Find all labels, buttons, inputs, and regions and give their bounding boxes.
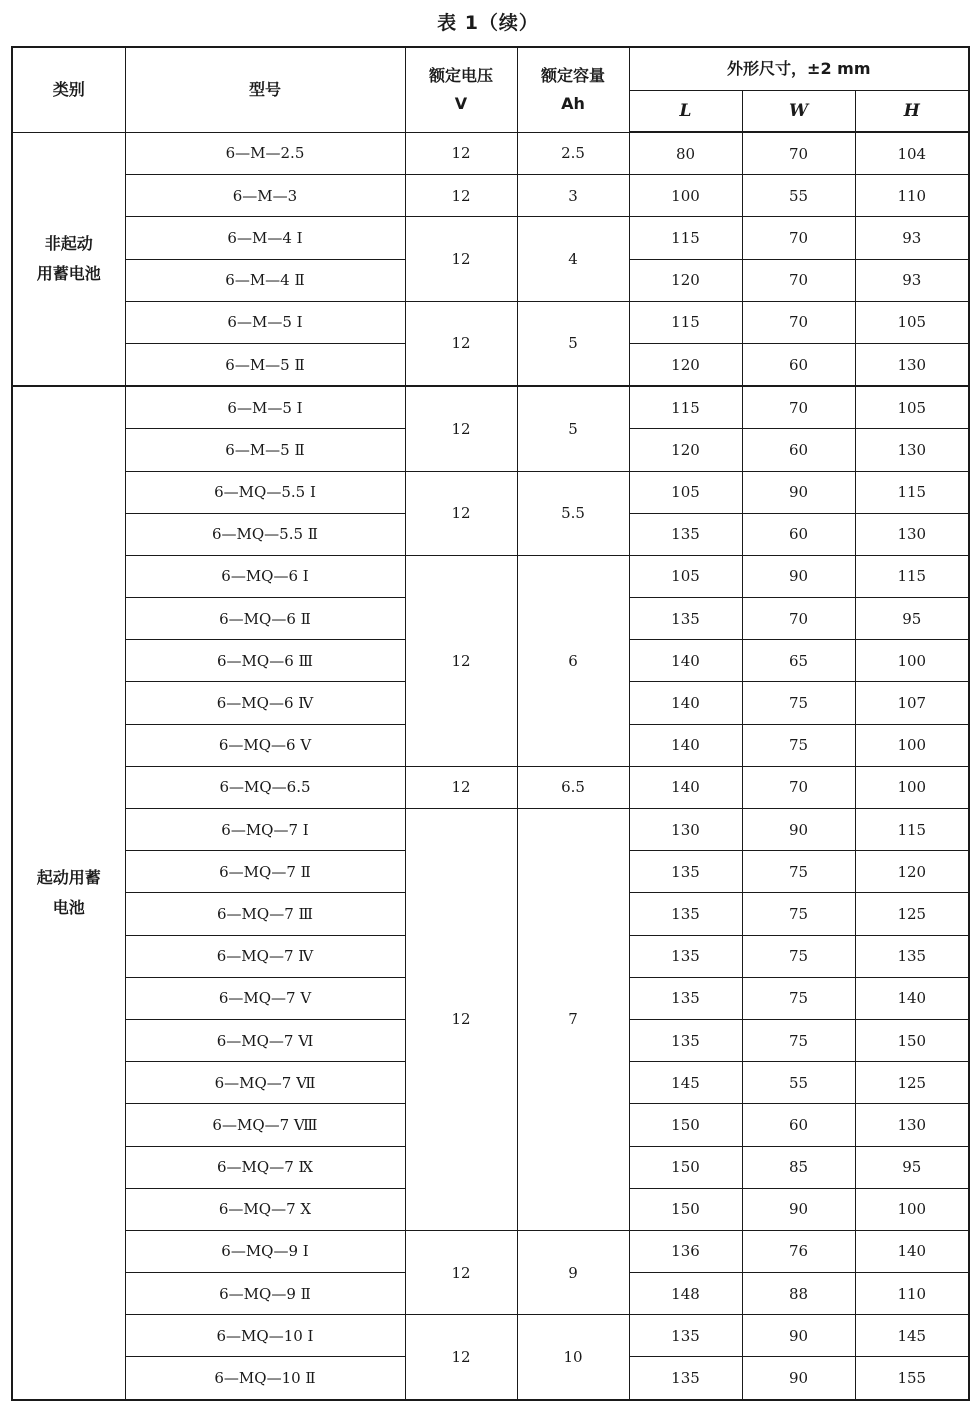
width-cell: 60	[742, 1104, 855, 1146]
table-row	[12, 217, 969, 259]
voltage-cell: 12	[405, 1230, 517, 1314]
width-cell: 55	[742, 1062, 855, 1104]
model-cell: 6—MQ—6 Ⅰ	[125, 555, 405, 597]
voltage-cell: 12	[405, 1315, 517, 1400]
height-cell: 140	[855, 1230, 969, 1272]
capacity-cell: 5.5	[517, 471, 629, 555]
width-cell: 70	[742, 132, 855, 175]
model-cell: 6—M—5 Ⅰ	[125, 301, 405, 343]
length-cell: 120	[629, 343, 742, 386]
length-cell: 135	[629, 598, 742, 640]
length-cell: 135	[629, 851, 742, 893]
width-cell: 90	[742, 809, 855, 851]
model-cell: 6—MQ—7 Ⅱ	[125, 851, 405, 893]
width-cell: 60	[742, 429, 855, 471]
width-cell: 88	[742, 1273, 855, 1315]
voltage-cell: 12	[405, 555, 517, 766]
width-cell: 75	[742, 893, 855, 935]
model-cell: 6—M—4 Ⅰ	[125, 217, 405, 259]
length-cell: 136	[629, 1230, 742, 1272]
header-voltage	[405, 47, 517, 132]
capacity-cell: 4	[517, 217, 629, 301]
width-cell: 70	[742, 766, 855, 808]
height-cell: 140	[855, 977, 969, 1019]
length-cell: 135	[629, 513, 742, 555]
capacity-cell: 10	[517, 1315, 629, 1400]
table-row	[12, 766, 969, 808]
table-row	[12, 471, 969, 513]
capacity-cell: 3	[517, 175, 629, 217]
height-cell: 93	[855, 217, 969, 259]
height-cell: 115	[855, 809, 969, 851]
category-line: 非起动	[44, 233, 93, 253]
header-dimensions: 外形尺寸，±2 mm	[629, 47, 969, 90]
length-cell: 105	[629, 471, 742, 513]
model-cell: 6—M—5 Ⅱ	[125, 343, 405, 386]
model-cell: 6—MQ—7 Ⅷ	[125, 1104, 405, 1146]
model-cell: 6—MQ—6.5	[125, 766, 405, 808]
header-voltage-unit: V	[454, 93, 468, 113]
width-cell: 65	[742, 640, 855, 682]
height-cell: 130	[855, 343, 969, 386]
height-cell: 115	[855, 555, 969, 597]
model-cell: 6—MQ—5.5 Ⅱ	[125, 513, 405, 555]
capacity-cell: 5	[517, 386, 629, 471]
length-cell: 140	[629, 766, 742, 808]
voltage-cell: 12	[405, 175, 517, 217]
model-cell: 6—MQ—7 Ⅰ	[125, 809, 405, 851]
voltage-cell: 12	[405, 217, 517, 301]
voltage-cell: 12	[405, 471, 517, 555]
height-cell: 150	[855, 1019, 969, 1061]
model-cell: 6—MQ—7 Ⅵ	[125, 1019, 405, 1061]
category-cell	[12, 386, 125, 1400]
model-cell: 6—MQ—6 Ⅲ	[125, 640, 405, 682]
height-cell: 100	[855, 640, 969, 682]
voltage-cell: 12	[405, 301, 517, 386]
model-cell: 6—MQ—9 Ⅰ	[125, 1230, 405, 1272]
height-cell: 115	[855, 471, 969, 513]
height-cell: 145	[855, 1315, 969, 1357]
table-row	[12, 1315, 969, 1357]
category-line: 起动用蓄	[36, 867, 101, 887]
model-cell: 6—MQ—7 Ⅴ	[125, 977, 405, 1019]
model-cell: 6—MQ—6 Ⅳ	[125, 682, 405, 724]
model-cell: 6—MQ—7 Ⅹ	[125, 1188, 405, 1230]
width-cell: 90	[742, 471, 855, 513]
height-cell: 105	[855, 386, 969, 429]
model-cell: 6—MQ—6 Ⅱ	[125, 598, 405, 640]
category-line: 用蓄电池	[36, 263, 101, 283]
header-height: H	[855, 90, 969, 132]
table-row	[12, 301, 969, 343]
header-voltage-label: 额定电压	[428, 65, 493, 85]
width-cell: 75	[742, 1019, 855, 1061]
table-row	[12, 132, 969, 175]
height-cell: 155	[855, 1357, 969, 1400]
category-line: 电池	[52, 897, 85, 917]
length-cell: 135	[629, 893, 742, 935]
length-cell: 135	[629, 1357, 742, 1400]
model-cell: 6—MQ—5.5 Ⅰ	[125, 471, 405, 513]
height-cell: 120	[855, 851, 969, 893]
capacity-cell: 7	[517, 809, 629, 1231]
length-cell: 140	[629, 682, 742, 724]
height-cell: 107	[855, 682, 969, 724]
voltage-cell: 12	[405, 809, 517, 1231]
model-cell: 6—M—5 Ⅱ	[125, 429, 405, 471]
table-title: 表 1（续）	[437, 12, 539, 34]
voltage-cell: 12	[405, 766, 517, 808]
length-cell: 135	[629, 935, 742, 977]
width-cell: 70	[742, 598, 855, 640]
height-cell: 135	[855, 935, 969, 977]
voltage-cell: 12	[405, 132, 517, 175]
model-cell: 6—MQ—7 Ⅶ	[125, 1062, 405, 1104]
width-cell: 75	[742, 724, 855, 766]
model-cell: 6—MQ—7 Ⅳ	[125, 935, 405, 977]
width-cell: 75	[742, 977, 855, 1019]
category-cell	[12, 132, 125, 386]
width-cell: 70	[742, 217, 855, 259]
table-row	[12, 175, 969, 217]
length-cell: 135	[629, 1019, 742, 1061]
length-cell: 115	[629, 217, 742, 259]
width-cell: 90	[742, 1357, 855, 1400]
width-cell: 85	[742, 1146, 855, 1188]
width-cell: 70	[742, 301, 855, 343]
table-row	[12, 809, 969, 851]
width-cell: 75	[742, 935, 855, 977]
height-cell: 105	[855, 301, 969, 343]
capacity-cell: 6	[517, 555, 629, 766]
length-cell: 100	[629, 175, 742, 217]
model-cell: 6—MQ—7 Ⅲ	[125, 893, 405, 935]
capacity-cell: 2.5	[517, 132, 629, 175]
height-cell: 130	[855, 1104, 969, 1146]
width-cell: 76	[742, 1230, 855, 1272]
width-cell: 90	[742, 1188, 855, 1230]
height-cell: 130	[855, 429, 969, 471]
model-cell: 6—M—4 Ⅱ	[125, 259, 405, 301]
header-length: L	[629, 90, 742, 132]
height-cell: 125	[855, 1062, 969, 1104]
table-row	[12, 555, 969, 597]
length-cell: 150	[629, 1104, 742, 1146]
header-model: 型号	[125, 47, 405, 132]
height-cell: 110	[855, 175, 969, 217]
header-width: W	[742, 90, 855, 132]
table-row	[12, 386, 969, 429]
length-cell: 120	[629, 429, 742, 471]
height-cell: 95	[855, 598, 969, 640]
width-cell: 60	[742, 513, 855, 555]
length-cell: 140	[629, 640, 742, 682]
model-cell: 6—M—3	[125, 175, 405, 217]
width-cell: 90	[742, 1315, 855, 1357]
length-cell: 150	[629, 1146, 742, 1188]
height-cell: 100	[855, 724, 969, 766]
height-cell: 104	[855, 132, 969, 175]
length-cell: 80	[629, 132, 742, 175]
length-cell: 135	[629, 1315, 742, 1357]
width-cell: 70	[742, 259, 855, 301]
length-cell: 115	[629, 386, 742, 429]
height-cell: 93	[855, 259, 969, 301]
model-cell: 6—M—5 Ⅰ	[125, 386, 405, 429]
length-cell: 105	[629, 555, 742, 597]
model-cell: 6—M—2.5	[125, 132, 405, 175]
height-cell: 125	[855, 893, 969, 935]
model-cell: 6—MQ—7 Ⅸ	[125, 1146, 405, 1188]
length-cell: 115	[629, 301, 742, 343]
width-cell: 60	[742, 343, 855, 386]
width-cell: 90	[742, 555, 855, 597]
capacity-cell: 6.5	[517, 766, 629, 808]
height-cell: 100	[855, 766, 969, 808]
length-cell: 145	[629, 1062, 742, 1104]
width-cell: 55	[742, 175, 855, 217]
length-cell: 140	[629, 724, 742, 766]
model-cell: 6—MQ—6 Ⅴ	[125, 724, 405, 766]
width-cell: 70	[742, 386, 855, 429]
length-cell: 120	[629, 259, 742, 301]
width-cell: 75	[742, 851, 855, 893]
header-capacity-label: 额定容量	[540, 65, 605, 85]
header-capacity-unit: Ah	[561, 93, 585, 113]
height-cell: 95	[855, 1146, 969, 1188]
height-cell: 110	[855, 1273, 969, 1315]
battery-spec-table	[11, 46, 970, 1401]
height-cell: 130	[855, 513, 969, 555]
capacity-cell: 9	[517, 1230, 629, 1314]
width-cell: 75	[742, 682, 855, 724]
capacity-cell: 5	[517, 301, 629, 386]
length-cell: 150	[629, 1188, 742, 1230]
voltage-cell: 12	[405, 386, 517, 471]
model-cell: 6—MQ—10 Ⅰ	[125, 1315, 405, 1357]
table-row	[12, 1230, 969, 1272]
length-cell: 148	[629, 1273, 742, 1315]
header-capacity	[517, 47, 629, 132]
model-cell: 6—MQ—10 Ⅱ	[125, 1357, 405, 1400]
header-category: 类别	[12, 47, 125, 132]
length-cell: 130	[629, 809, 742, 851]
height-cell: 100	[855, 1188, 969, 1230]
length-cell: 135	[629, 977, 742, 1019]
model-cell: 6—MQ—9 Ⅱ	[125, 1273, 405, 1315]
